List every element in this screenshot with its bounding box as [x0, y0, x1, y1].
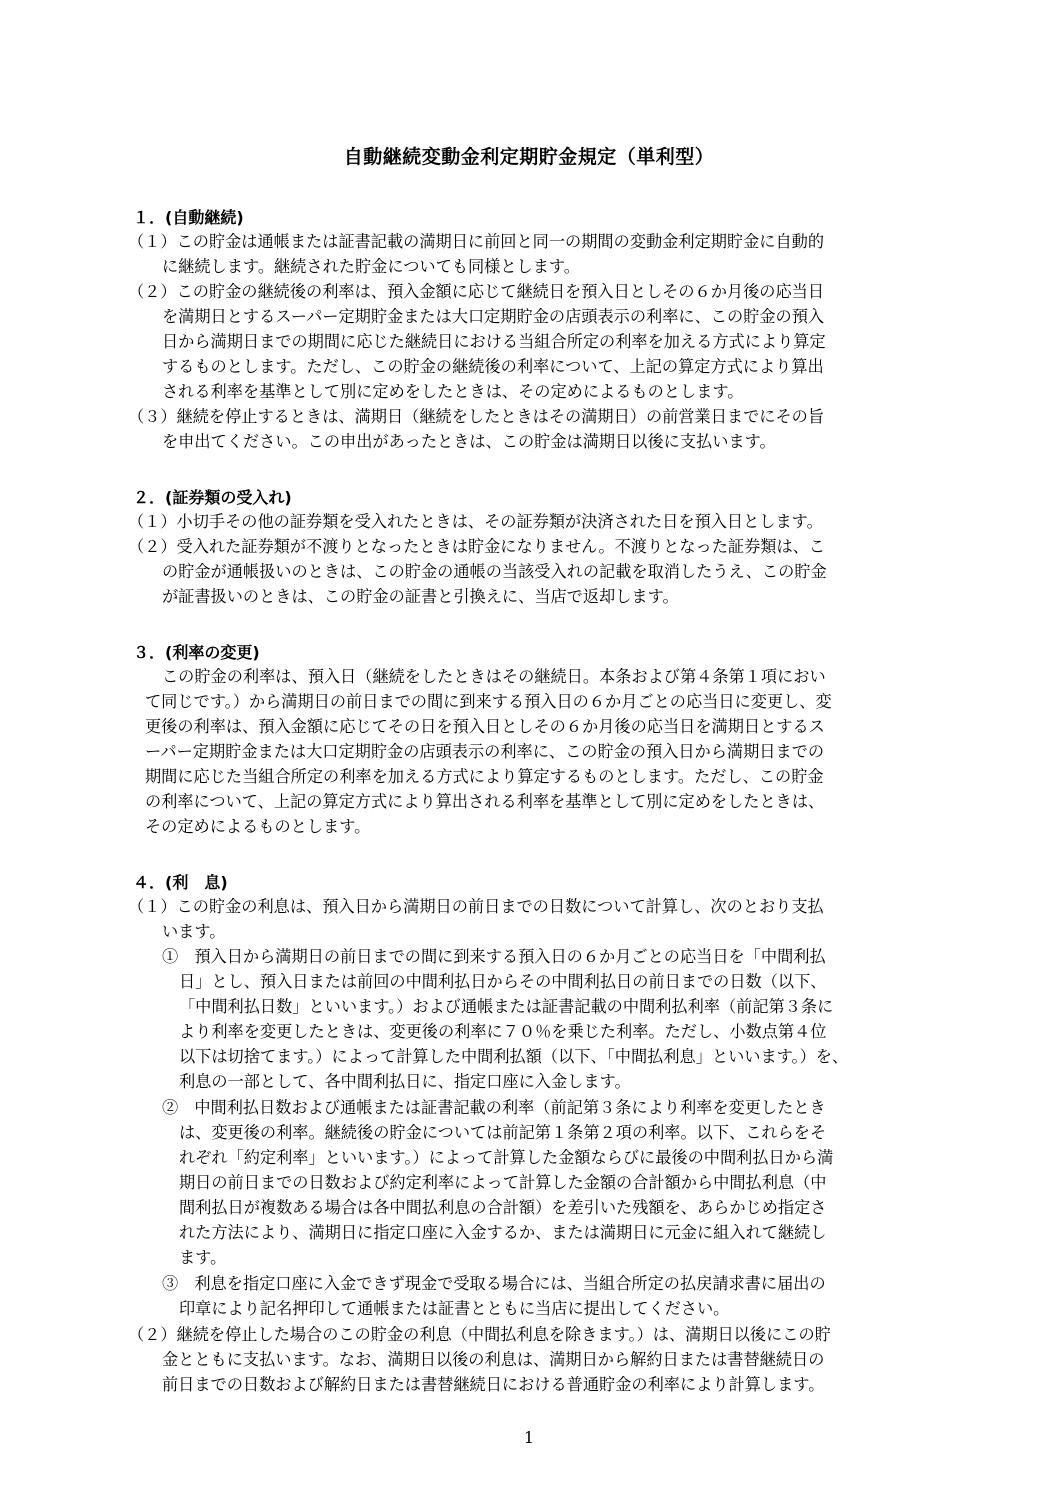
- text-line: ーパー定期貯金または大口定期貯金の店頭表示の利率に、この貯金の預入日から満期日までの: [145, 742, 825, 761]
- text-line: （３）継続を停止するときは、満期日（継続をしたときはその満期日）の前営業日までにその旨: [128, 407, 825, 426]
- text-line: 印章により記名押印して通帳または証書とともに当店に提出してください。: [179, 1299, 730, 1318]
- text-line: が証書扱いのときは、この貯金の証書と引換えに、当店で返却します。: [162, 587, 679, 606]
- text-line: れた方法により、満期日に指定口座に入金するか、または満期日に元金に組入れて継続し: [179, 1223, 827, 1242]
- text-line: れぞれ「約定利率」といいます。）によって計算した金額ならびに最後の中間利払日から満: [179, 1148, 834, 1167]
- text-line: の貯金が通帳扱いのときは、この貯金の通帳の当該受入れの記載を取消したうえ、この貯金: [162, 562, 827, 581]
- text-line: するものとします。ただし、この貯金の継続後の利率について、上記の算定方式により算出: [162, 357, 824, 376]
- text-line: に継続します。継続された貯金についても同様とします。: [162, 257, 580, 276]
- text-line: て同じです。）から満期日の前日までの間に到来する預入日の６か月ごとの応当日に変更し、変: [145, 692, 832, 711]
- text-line: います。: [162, 922, 226, 941]
- text-line: ③ 利息を指定口座に入金できず現金で受取る場合には、当組合所定の払戻請求書に届出の: [162, 1274, 826, 1293]
- text-line: 期日の前日までの日数および約定利率によって計算した金額の合計額から中間払利息（中: [179, 1173, 827, 1192]
- text-line: その定めによるものとします。: [145, 817, 371, 836]
- text-line: を満期日とするスーパー定期貯金または大口定期貯金の店頭表示の利率に、この貯金の預入: [162, 307, 825, 326]
- section-heading-3: ３．(利率の変更): [133, 643, 260, 662]
- text-line: 日から満期日までの期間に応じた継続日における当組合所定の利率を加える方式により算定: [162, 332, 826, 351]
- text-line: ます。: [179, 1248, 227, 1267]
- text-line: 期間に応じた当組合所定の利率を加える方式により算定するものとします。ただし、この貯金: [145, 767, 824, 786]
- text-line: （１）この貯金の利息は、預入日から満期日の前日までの日数について計算し、次のとおり支払: [128, 897, 824, 916]
- text-line: 以下は切捨てます。）によって計算した中間利払額（以下、「中間払利息」といいます。）を、: [179, 1047, 849, 1066]
- text-line: 間利払日が複数ある場合は各中間払利息の合計額）を差引いた残額を、あらかじめ指定さ: [179, 1198, 827, 1217]
- text-line: の利率について、上記の算定方式により算出される利率を基準として別に定めをしたときは、: [145, 792, 825, 811]
- text-line: より利率を変更したときは、変更後の利率に７０％を乗じた利率。ただし、小数点第４位: [179, 1022, 827, 1041]
- text-line: 利息の一部として、各中間利払日に、指定口座に入金します。: [179, 1072, 631, 1091]
- section-heading-2: ２．(証券類の受入れ): [133, 488, 292, 507]
- text-line: される利率を基準として別に定めをしたときは、その定めによるものとします。: [162, 382, 744, 401]
- text-line: 前日までの日数および解約日または書替継続日における普通貯金の利率により計算します。: [162, 1375, 825, 1394]
- text-line: 日」とし、預入日または前回の中間利払日からその中間利払日の前日までの日数（以下、: [179, 972, 827, 991]
- text-line: 「中間利払日数」といいます。）および通帳または証書記載の中間利払利率（前記第３条に: [179, 997, 834, 1016]
- section-heading-4: ４．(利 息): [133, 873, 228, 892]
- document-title: 自動継続変動金利定期貯金規定（単利型）: [343, 146, 715, 168]
- text-line: （１）小切手その他の証券類を受入れたときは、その証券類が決済された日を預入日とします。: [128, 512, 823, 531]
- text-line: （２）受入れた証券類が不渡りとなったときは貯金になりません。不渡りとなった証券類は、こ: [128, 537, 826, 556]
- text-line: 金とともに支払います。なお、満期日以後の利息は、満期日から解約日または書替継続日の: [162, 1350, 825, 1369]
- section-heading-1: １．(自動継続): [133, 208, 244, 227]
- text-line: （２）この貯金の継続後の利率は、預入金額に応じて継続日を預入日としその６か月後の応当日: [128, 282, 825, 301]
- text-line: ② 中間利払日数および通帳または証書記載の利率（前記第３条により利率を変更したとき: [162, 1098, 826, 1117]
- text-line: を申出てください。この申出があったときは、この貯金は満期日以後に支払います。: [162, 432, 776, 451]
- text-line: （２）継続を停止した場合のこの貯金の利息（中間払利息を除きます。）は、満期日以後にこの貯: [128, 1325, 831, 1344]
- page-number: 1: [523, 1428, 535, 1447]
- text-line: は、変更後の利率。継続後の貯金については前記第１条第２項の利率。以下、これらをそ: [179, 1123, 827, 1142]
- text-line: ① 預入日から満期日の前日までの間に到来する預入日の６か月ごとの応当日を「中間利払: [162, 947, 826, 966]
- text-line: （１）この貯金は通帳または証書記載の満期日に前回と同一の期間の変動金利定期貯金に自動的: [128, 232, 825, 251]
- text-line: 更後の利率は、預入金額に応じてその日を預入日としその６か月後の応当日を満期日とするス: [145, 717, 825, 736]
- text-line: この貯金の利率は、預入日（継続をしたときはその継続日。本条および第４条第１項におい: [162, 667, 826, 686]
